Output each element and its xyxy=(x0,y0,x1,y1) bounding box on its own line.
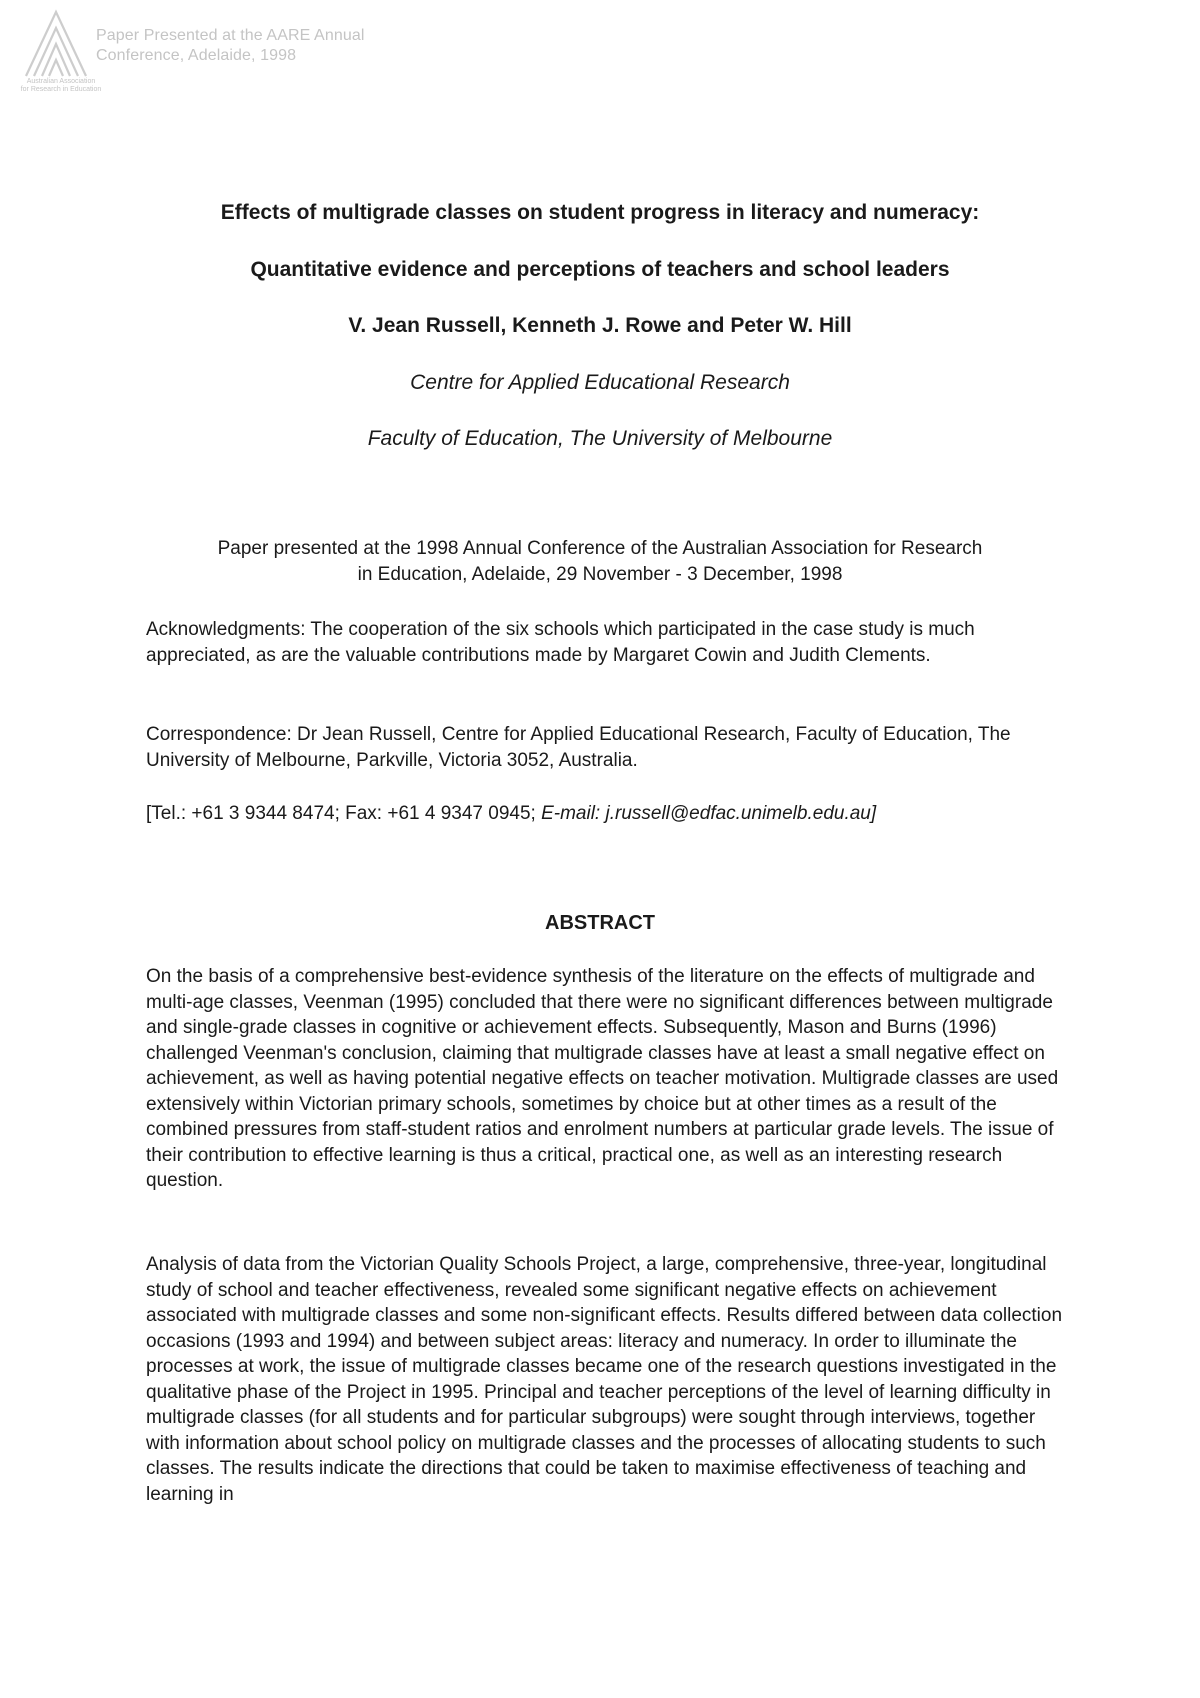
aare-logo xyxy=(6,8,406,98)
correspondence-paragraph: Correspondence: Dr Jean Russell, Centre for Applied Educational Research, Faculty of Education, The University of Melbourne, Parkville, Victoria 3052, Australia. xyxy=(146,724,1011,771)
acknowledgments-paragraph: Acknowledgments: The cooperation of the six schools which participated in the case study is much appreciated, as are the valuable contributions made by Margaret Cowin and Judith Clements. xyxy=(146,619,975,666)
contact-line xyxy=(146,801,1066,827)
affiliation-faculty: Faculty of Education, The University of Melbourne xyxy=(367,427,833,450)
paper-title-line-1: Effects of multigrade classes on student progress in literacy and numeracy: xyxy=(220,201,980,224)
logo-caption xyxy=(96,26,364,66)
presentation-note-line-1: Paper presented at the 1998 Annual Conference of the Australian Association for Research xyxy=(217,538,983,559)
contact-email: E-mail: j.russell@edfac.unimelb.edu.au] xyxy=(541,803,877,824)
logo-caption-line-2: Conference, Adelaide, 1998 xyxy=(96,47,297,64)
abstract-paragraph-1: On the basis of a comprehensive best-evidence synthesis of the literature on the effects of multigrade and multi-age classes, Veenman (1995) concluded that there were no significant differences between multigrade and single-grade classes in cognitive or achievement effects. Subsequently, Mason and Burns (1996) challenged Veenman's conclusion, claiming that multigrade classes have at least a small negative effect on achievement, as well as having potential negative effects on teacher motivation. Multigrade classes are used extensively within Victorian primary schools, sometimes by choice but at other times as a result of the combined pressures from staff-student ratios and enrolment numbers at particular grade levels. The issue of their contribution to effective learning is thus a critical, practical one, as well as an interesting research question. xyxy=(146,966,1059,1191)
aare-logo-mark-icon xyxy=(16,8,96,78)
logo-caption-line-1: Paper Presented at the AARE Annual xyxy=(96,27,365,44)
logo-org-name-line-2: for Research in Education xyxy=(20,86,102,93)
logo-org-name xyxy=(6,78,116,94)
contact-phone-fax: [Tel.: +61 3 9344 8474; Fax: +61 4 9347 0945; xyxy=(146,803,542,824)
abstract-paragraph-2: Analysis of data from the Victorian Quality Schools Project, a large, comprehensive, three-year, longitudinal study of school and teacher effectiveness, revealed some significant negative effects on achievement associated with multigrade classes and some non-significant effects. Results differed between data collection occasions (1993 and 1994) and between subject areas: literacy and numeracy. In order to illuminate the processes at work, the issue of multigrade classes became one of the research questions investigated in the qualitative phase of the Project in 1995. Principal and teacher perceptions of the level of learning difficulty in multigrade classes (for all students and for particular subgroups) were sought through interviews, together with information about school policy on multigrade classes and the processes of allocating students to such classes. The results indicate the directions that could be taken to maximise effectiveness of teaching and learning in xyxy=(146,1254,1063,1505)
logo-org-name-line-1: Australian Association xyxy=(26,78,96,85)
presentation-note-line-2: in Education, Adelaide, 29 November - 3 December, 1998 xyxy=(357,564,843,585)
affiliation-centre: Centre for Applied Educational Research xyxy=(410,371,790,394)
presentation-note xyxy=(0,536,1200,588)
abstract-heading: ABSTRACT xyxy=(545,912,655,934)
paper-authors: V. Jean Russell, Kenneth J. Rowe and Peter W. Hill xyxy=(348,314,852,337)
paper-title-line-2: Quantitative evidence and perceptions of teachers and school leaders xyxy=(250,258,950,281)
